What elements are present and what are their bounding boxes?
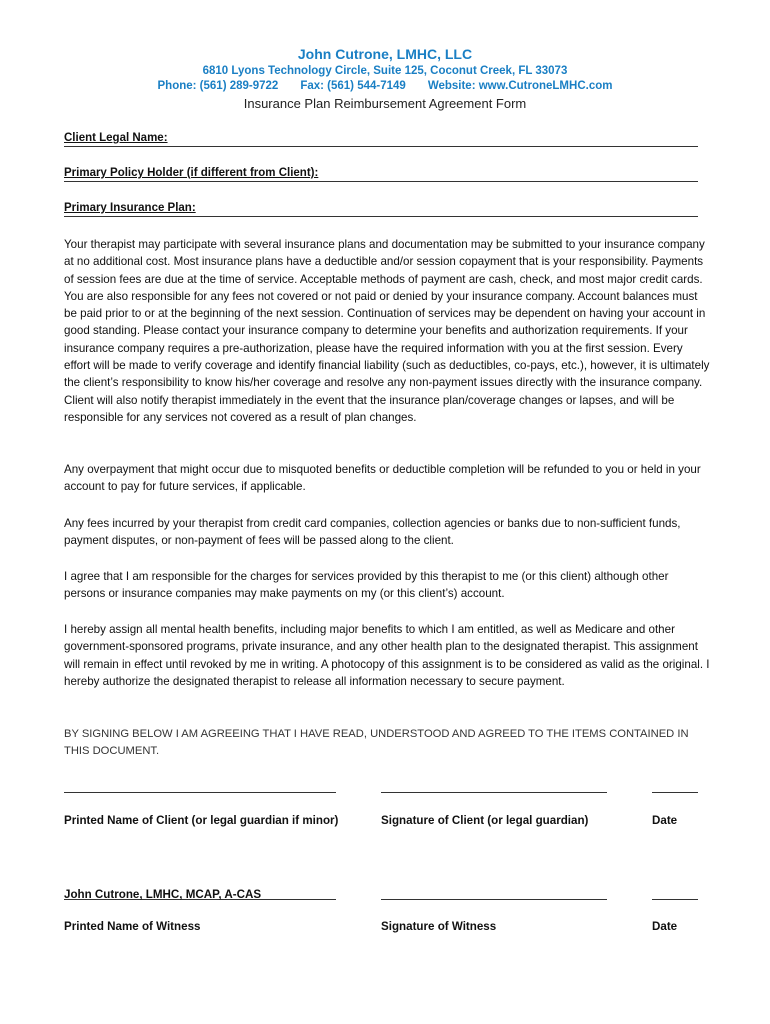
witness-printed-name-line[interactable] [64, 885, 336, 900]
overpayment-paragraph: Any overpayment that might occur due to misquoted benefits or deductible completion will be refunded to you or held in your account to pay for future services, if applicable. [64, 463, 701, 494]
practice-contact [0, 80, 770, 92]
client-date-line[interactable] [652, 778, 698, 793]
policy-holder-field[interactable] [64, 166, 698, 182]
client-signature-line[interactable] [381, 778, 607, 793]
practice-fax: Fax: (561) 544-7149 [300, 80, 406, 92]
client-printed-name-line[interactable] [64, 778, 336, 793]
witness-printed-name-label: Printed Name of Witness [64, 920, 201, 933]
policy-holder-label: Primary Policy Holder (if different from Client): [64, 167, 319, 179]
client-printed-name-label: Printed Name of Client (or legal guardian if minor) [64, 814, 339, 827]
payment-policy-paragraph: Your therapist may participate with several insurance plans and documentation may be submitted to your insurance company at no additional cost. Most insurance plans have a deductible and/or session copayment that is your responsibility. Payments of session fees are due at the time of service. Acceptable methods of payment are cash, check, and most major credit cards. You are also responsible for any fees not covered or not paid or denied by your insurance company. Account balances must be paid prior to or at the beginning of the next session. Continuation of services may be dependent on having your account in good standing. Please contact your insurance company to determine your benefits and authorization requirements. If your insurance company requires a pre-authorization, please have the required information with you at the first session. Every effort will be made to verify coverage and identify financial liability (such as deductibles, co-pays, etc.), however, it is ultimately the client’s responsibility to know his/her coverage and resolve any non-payment issues directly with the insurance company. Client will also notify therapist immediately in the event that the insurance plan/coverage changes or lapses, and will be responsible for any services not covered as a result of plan changes. [64, 238, 710, 424]
fees-paragraph: Any fees incurred by your therapist from credit card companies, collection agencies or banks due to non-sufficient funds, payment disputes, or non-payment of fees will be passed along to the client. [64, 517, 681, 548]
form-title: Insurance Plan Reimbursement Agreement Form [243, 96, 527, 111]
responsibility-paragraph: I agree that I am responsible for the charges for services provided by this therapist to me (or this client) although other persons or insurance companies may make payments on my (or this client’s) account. [64, 570, 669, 601]
insurance-plan-label: Primary Insurance Plan: [64, 202, 196, 214]
practice-address: 6810 Lyons Technology Circle, Suite 125, Coconut Creek, FL 33073 [202, 65, 568, 77]
insurance-plan-field[interactable] [64, 201, 698, 217]
practice-phone: Phone: (561) 289-9722 [157, 80, 279, 92]
practice-website[interactable]: Website: www.CutroneLMHC.com [427, 80, 613, 92]
witness-signature-line[interactable] [381, 885, 607, 900]
client-signature-label: Signature of Client (or legal guardian) [381, 814, 589, 827]
agreement-statement: BY SIGNING BELOW I AM AGREEING THAT I HAVE READ, UNDERSTOOD AND AGREED TO THE ITEMS CONTAINED IN THIS DOCUMENT. [64, 728, 689, 758]
client-name-label: Client Legal Name: [64, 132, 168, 144]
client-date-label: Date [652, 814, 678, 827]
client-name-field[interactable] [64, 131, 698, 147]
witness-date-label: Date [652, 920, 678, 933]
witness-signature-label: Signature of Witness [381, 920, 497, 933]
practice-name: John Cutrone, LMHC, LLC [297, 46, 473, 62]
witness-date-line[interactable] [652, 885, 698, 900]
witness-name-value: John Cutrone, LMHC, MCAP, A-CAS [64, 888, 262, 901]
assignment-paragraph: I hereby assign all mental health benefits, including major benefits to which I am entitled, as well as Medicare and other government-sponsored programs, private insurance, and any other health plan to the designated therapist. This assignment will remain in effect until revoked by me in writing. A photocopy of this assignment is to be considered as valid as the original. I hereby authorize the designated therapist to release all information necessary to secure payment. [64, 623, 710, 688]
